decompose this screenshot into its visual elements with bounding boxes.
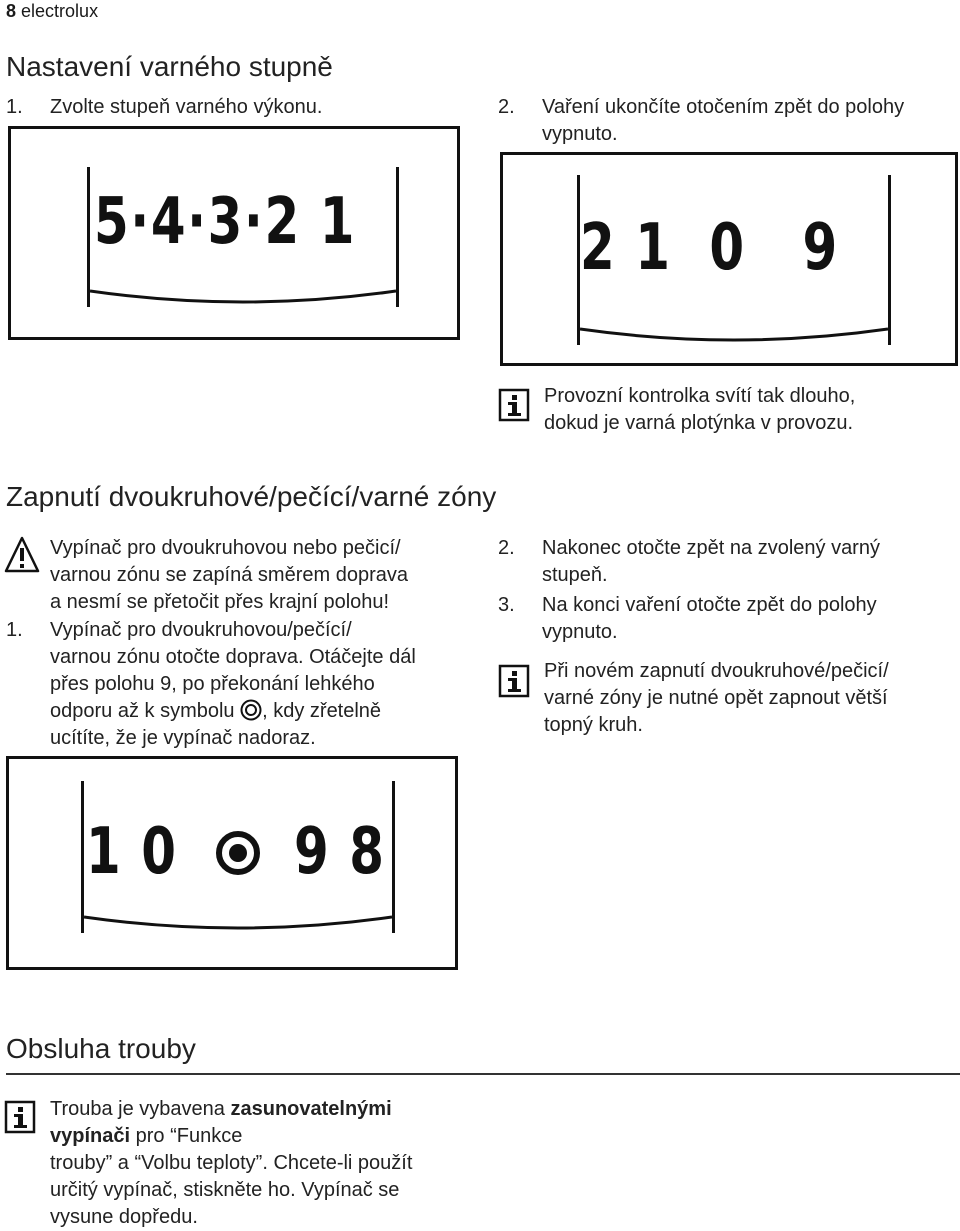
step-line2: stupeň. xyxy=(542,564,608,586)
warning-line2: varnou zónu se zapíná směrem doprava xyxy=(50,564,408,586)
warning-icon xyxy=(4,535,40,575)
step-line1: Vypínač pro dvoukruhovou/pečící/ xyxy=(50,619,352,641)
step-text-line1: Vaření ukončíte otočením zpět do polohy xyxy=(542,96,905,118)
dial-digits: 2 1 0 9 xyxy=(580,211,839,285)
step-3-dual xyxy=(498,592,877,646)
info-icon xyxy=(4,1100,36,1134)
step-line5: ucítíte, že je vypínač nadoraz. xyxy=(50,727,316,749)
step-number: 1. xyxy=(6,619,23,641)
info-line2a: vypínači xyxy=(50,1125,131,1147)
dial-digits: 5·4·3·2 1 xyxy=(94,185,356,259)
info-line3: topný kruh. xyxy=(544,714,643,736)
knob-bottom-curve xyxy=(90,289,396,309)
info-line3: trouby” a “Volbu teploty”. Chcete-li použít xyxy=(50,1152,413,1174)
warning-line1: Vypínač pro dvoukruhovou nebo pečicí/ xyxy=(50,537,401,559)
info-line2b: pro “Funkce xyxy=(130,1125,243,1147)
knob-window xyxy=(577,175,891,345)
step-line1: Na konci vaření otočte zpět do polohy xyxy=(542,594,877,616)
info-icon xyxy=(498,664,530,698)
page-header xyxy=(6,0,98,22)
info-line1a: Trouba je vybavena xyxy=(50,1098,231,1120)
step-number: 3. xyxy=(498,594,515,616)
warning-line3: a nesmí se přetočit přes krajní polohu! xyxy=(50,591,390,613)
step-number: 1. xyxy=(6,96,23,118)
step-2-dual xyxy=(498,535,880,589)
dual-ring-symbol-icon xyxy=(214,829,262,877)
info-line1: Při novém zapnutí dvoukruhové/pečicí/ xyxy=(544,660,889,682)
step-line4b: , kdy zřetelně xyxy=(262,700,382,722)
dial-digits-left: 1 0 xyxy=(86,815,178,889)
info-line2: dokud je varná plotýnka v provozu. xyxy=(544,412,854,434)
knob-bottom-curve xyxy=(84,915,392,935)
knob-window xyxy=(81,781,395,933)
info-line1b: zasunovatelnými xyxy=(230,1098,392,1120)
step-line2: varnou zónu otočte doprava. Otáčejte dál xyxy=(50,646,416,668)
info-line1: Provozní kontrolka svítí tak dlouho, xyxy=(544,385,856,407)
step-line2: vypnuto. xyxy=(542,621,618,643)
step-number: 2. xyxy=(498,537,515,559)
step-1 xyxy=(6,94,322,121)
dual-ring-symbol-icon xyxy=(240,699,262,721)
step-line3: přes polohu 9, po překonání lehkého xyxy=(50,673,375,695)
dial-digits-right: 9 8 xyxy=(294,815,386,889)
dial-illustration-1 xyxy=(8,126,460,340)
step-line4a: odporu až k symbolu xyxy=(50,700,235,722)
section-title-oven-operation: Obsluha trouby xyxy=(6,1033,196,1064)
section-divider xyxy=(6,1073,960,1075)
step-2 xyxy=(498,94,904,148)
info-line2: varné zóny je nutné opět zapnout větší xyxy=(544,687,888,709)
knob-bottom-curve xyxy=(580,327,888,347)
knob-window xyxy=(87,167,399,307)
info-note-indicator xyxy=(544,383,855,437)
info-icon xyxy=(498,388,530,422)
info-line5: vysune dopředu. xyxy=(50,1206,198,1228)
brand-name: electrolux xyxy=(21,1,99,21)
section-title-cooking-level: Nastavení varného stupně xyxy=(6,51,333,82)
info-line4: určitý vypínač, stiskněte ho. Vypínač se xyxy=(50,1179,400,1201)
section-title-dual-zone: Zapnutí dvoukruhové/pečící/varné zóny xyxy=(6,481,497,512)
step-1-dual xyxy=(6,617,416,752)
info-note-oven xyxy=(50,1096,412,1231)
step-text: Zvolte stupeň varného výkonu. xyxy=(50,96,323,118)
step-text-line2: vypnuto. xyxy=(542,123,618,145)
step-number: 2. xyxy=(498,96,515,118)
page-number: 8 xyxy=(6,1,17,21)
info-note-dual-zone xyxy=(544,658,889,739)
dial-illustration-3 xyxy=(6,756,458,970)
warning-note xyxy=(50,535,408,616)
dial-illustration-2 xyxy=(500,152,958,366)
step-line1: Nakonec otočte zpět na zvolený varný xyxy=(542,537,880,559)
